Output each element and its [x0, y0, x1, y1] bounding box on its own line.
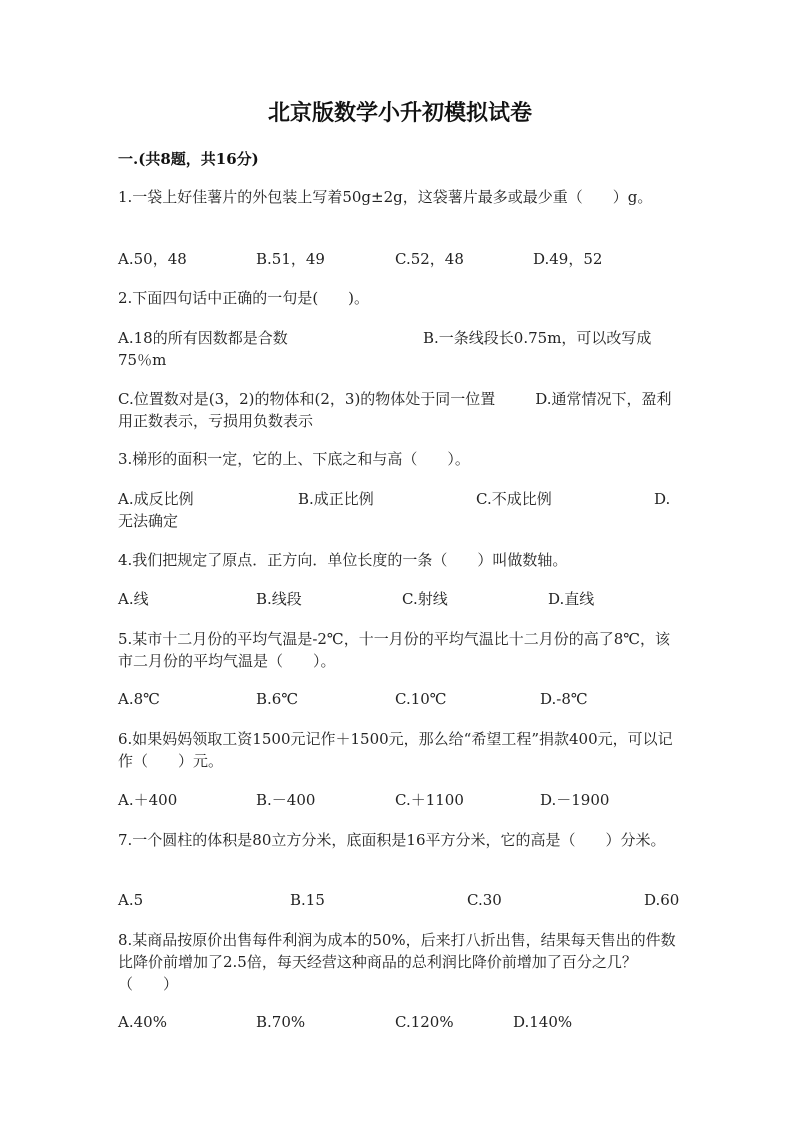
question-7: 7.一个圆柱的体积是80立方分米，底面积是16平方分米，它的高是（ ）分米。 — [118, 831, 666, 849]
q3-options-row — [118, 488, 678, 532]
q8-option-b: B.70% — [256, 1013, 306, 1031]
question-4: 4.我们把规定了原点．正方向．单位长度的一条（ ）叫做数轴。 — [118, 551, 568, 569]
question-3: 3.梯形的面积一定，它的上、下底之和与高（ ）。 — [118, 450, 470, 468]
q6-option-d: D.－1900 — [540, 791, 610, 809]
q5-option-c: C.10℃ — [395, 690, 447, 708]
q7-option-a: A.5 — [118, 891, 144, 909]
section-title: 一.(共8题，共16分) — [118, 150, 259, 168]
q6-option-b: B.－400 — [256, 791, 316, 809]
q8-option-d: D.140% — [513, 1013, 573, 1031]
q1-option-b: B.51，49 — [256, 250, 325, 268]
q6-option-a: A.＋400 — [118, 791, 178, 809]
q2-option-b: B.一条线段长0.75m，可以改写成75％m — [118, 329, 652, 369]
q3-option-d: D.无法确定 — [118, 490, 671, 530]
question-6: 6.如果妈妈领取工资1500元记作＋1500元，那么给“希望工程”捐款400元，可以记作（ ）元。 — [118, 730, 673, 770]
q2-option-c: C.位置数对是(3，2)的物体和(2，3)的物体处于同一位置 — [118, 390, 496, 408]
q3-option-c: C.不成比例 — [476, 490, 552, 508]
q4-option-a: A.线 — [118, 590, 149, 608]
q8-option-a: A.40% — [118, 1013, 167, 1031]
q5-option-b: B.6℃ — [256, 690, 299, 708]
q7-option-d: D.60 — [644, 891, 680, 909]
q5-option-a: A.8℃ — [118, 690, 160, 708]
q1-option-c: C.52，48 — [395, 250, 464, 268]
page-title: 北京版数学小升初模拟试卷 — [267, 100, 532, 126]
question-8: 8.某商品按原价出售每件利润为成本的50%，后来打八折出售，结果每天售出的件数比降价前增加了2.5倍，每天经营这种商品的总利润比降价前增加了百分之几？（ ） — [118, 931, 676, 993]
q7-option-b: B.15 — [290, 891, 325, 909]
q2-option-c-d-row — [118, 388, 678, 432]
q1-option-d: D.49，52 — [533, 250, 603, 268]
question-2: 2.下面四句话中正确的一句是( )。 — [118, 289, 370, 307]
q5-option-d: D.-8℃ — [540, 690, 588, 708]
q8-option-c: C.120% — [395, 1013, 454, 1031]
q3-option-b: B.成正比例 — [298, 490, 374, 508]
q2-option-a: A.18的所有因数都是合数 — [118, 329, 288, 347]
q4-option-b: B.线段 — [256, 590, 302, 608]
q4-option-d: D.直线 — [548, 590, 595, 608]
q7-option-c: C.30 — [467, 891, 502, 909]
q1-option-a: A.50，48 — [118, 250, 187, 268]
q6-option-c: C.＋1100 — [395, 791, 464, 809]
question-1: 1.一袋上好佳薯片的外包装上写着50g±2g，这袋薯片最多或最少重（ ）g。 — [118, 188, 653, 206]
q4-option-c: C.射线 — [402, 590, 448, 608]
q2-option-d: D.通常情况下，盈利用正数表示，亏损用负数表示 — [118, 390, 672, 430]
question-5: 5.某市十二月份的平均气温是-2℃，十一月份的平均气温比十二月份的高了8℃，该市二月份的平均气温是（ ）。 — [118, 630, 671, 670]
q3-option-a: A.成反比例 — [118, 490, 194, 508]
